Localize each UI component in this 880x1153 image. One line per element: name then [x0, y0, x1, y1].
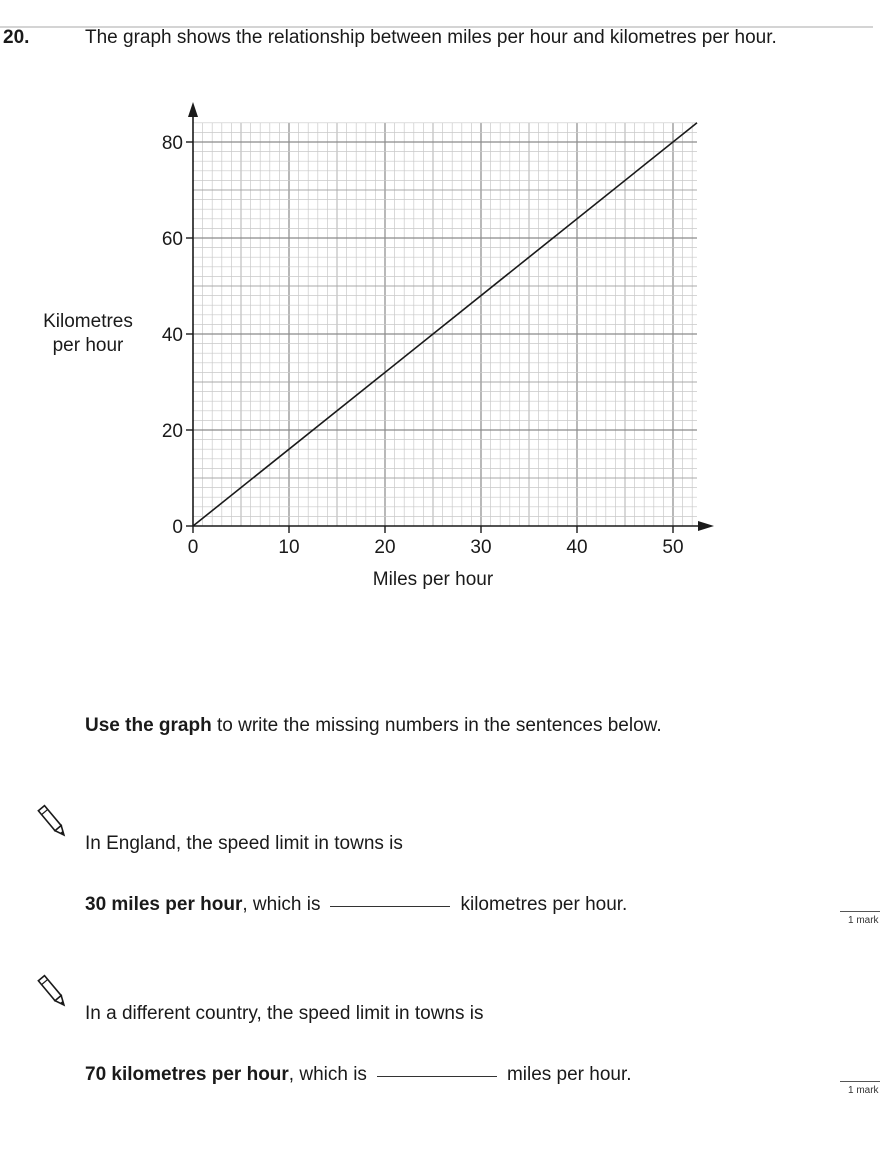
item1-after: kilometres per hour.: [460, 894, 628, 915]
pencil-icon: [38, 972, 68, 1012]
item1-mark-line: [840, 911, 880, 912]
x-axis-arrow: [698, 521, 714, 531]
y-tick-label: 0: [172, 517, 183, 538]
item1-intro: In England, the speed limit in towns is: [85, 833, 403, 854]
y-axis-label-line2: per hour: [52, 335, 124, 356]
x-tick-label: 10: [278, 537, 300, 558]
x-axis-label: Miles per hour: [372, 569, 494, 590]
y-tick-label: 40: [161, 325, 183, 346]
question-text: The graph shows the relationship between miles per hour and kilometres per hour.: [85, 27, 777, 48]
y-axis-label-line1: Kilometres: [43, 311, 133, 332]
item2-middle: , which is: [288, 1064, 367, 1085]
instruction: [85, 715, 662, 737]
item2-answer-blank[interactable]: [377, 1075, 497, 1077]
question-number: 20.: [3, 27, 30, 48]
y-tick-label: 20: [161, 421, 183, 442]
item2-sentence: [85, 1064, 632, 1086]
item1-bold: 30 miles per hour: [85, 894, 243, 915]
item2-after: miles per hour.: [506, 1064, 632, 1085]
item1-answer-blank[interactable]: [330, 905, 450, 907]
item1-mark: 1 mark: [848, 915, 879, 926]
x-tick-label: 0: [187, 537, 199, 558]
x-tick-label: 40: [566, 537, 588, 558]
item2-intro: In a different country, the speed limit in towns is: [85, 1003, 484, 1024]
instruction-rest: to write the missing numbers in the sentences below.: [211, 715, 662, 736]
item2-mark: 1 mark: [848, 1085, 879, 1096]
item1-middle: , which is: [242, 894, 321, 915]
item2-mark-line: [840, 1081, 880, 1082]
conversion-chart: [0, 90, 873, 600]
y-tick-label: 80: [161, 133, 183, 154]
x-tick-label: 50: [662, 537, 684, 558]
item2-bold: 70 kilometres per hour: [85, 1064, 289, 1085]
y-axis-arrow: [188, 102, 198, 117]
pencil-icon: [38, 802, 68, 842]
x-tick-label: 30: [470, 537, 492, 558]
instruction-bold: Use the graph: [85, 715, 212, 736]
y-tick-label: 60: [161, 229, 183, 250]
item1-sentence: [85, 894, 627, 916]
x-tick-label: 20: [374, 537, 396, 558]
